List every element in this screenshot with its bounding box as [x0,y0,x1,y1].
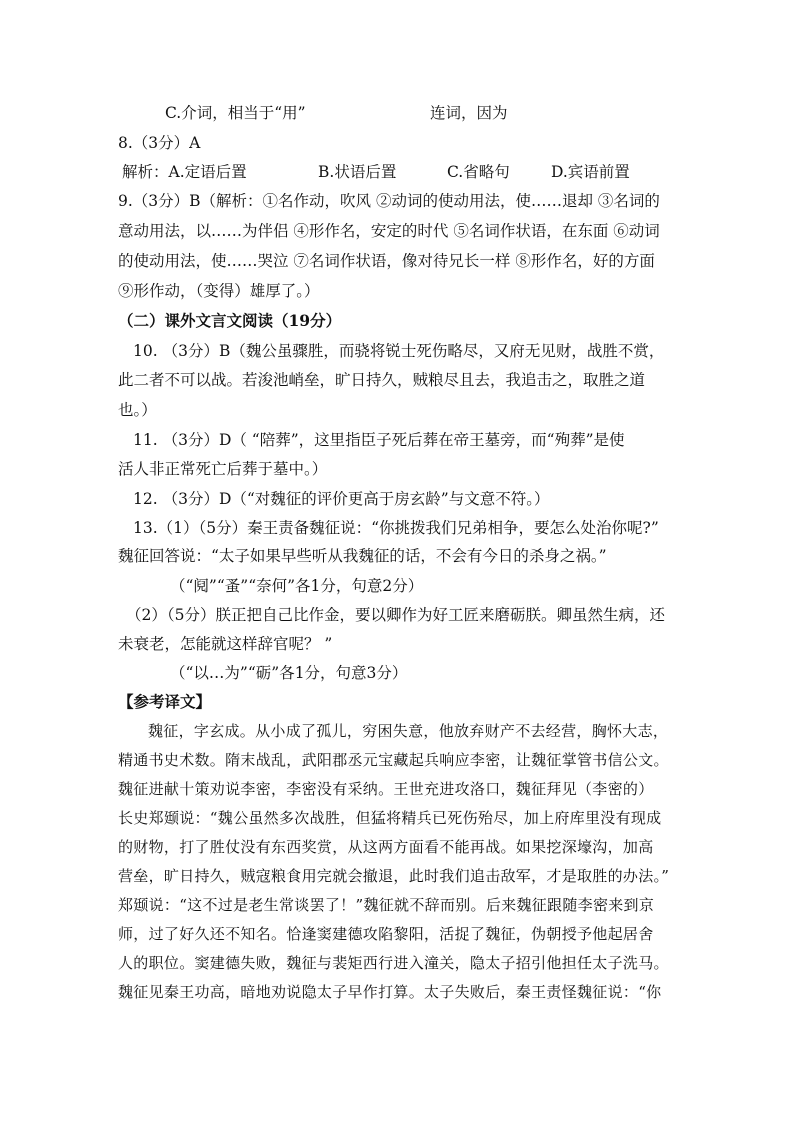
q13-part1-line-1: 13.（1）（5分）秦王责备魏征说：“你挑拨我们兄弟相争，要怎么处治你呢?” [133,519,659,537]
q13-part2-line-2: 未衰老，怎能就这样辞官呢？ ” [118,635,333,653]
q9-line-4: ⑨形作动，（变得）雄厚了。） [118,282,320,300]
reference-line-2: 精通书史术数。隋末战乱，武阳郡丞元宝藏起兵响应李密，让魏征掌管书信公文。 [118,751,669,769]
q10-line-3: 也。） [118,401,157,419]
q7-option-c [165,103,306,123]
q10-line-2: 此二者不可以战。若浚池峭垒，旷日持久，贼粮尽且去，我追击之，取胜之道 [118,371,646,389]
q13-part1-line-2: 魏征回答说：“太子如果早些听从我魏征的话，不会有今日的杀身之祸。” [118,547,607,565]
q9-line-2: 意动用法，以……为伴侣 ④形作名，安定的时代 ⑤名词作状语，在东面 ⑥动词 [118,222,660,240]
reference-line-7: 郑颋说：“这不过是老生常谈罢了！”魏征就不辞而别。后来魏征跟随李密来到京 [118,896,655,914]
q8-answer: 8.（3分）A [118,134,201,152]
q11-line-1: 11. （3分）D（ “陪葬”，这里指臣子死后葬在帝王墓旁，而“殉葬”是使 [133,431,625,449]
q13-part1-scoring: （“阋”“蚤”“奈何”各1分，句意2分） [170,577,424,595]
q8-option-a: A.定语后置 [168,163,247,181]
q8-analysis [122,162,247,182]
reference-line-10: 魏征见秦王功高，暗地劝说隐太子早作打算。太子失败后，秦王责怪魏征说：“你 [118,983,662,1001]
q13-part2-scoring: （“以…为”“砺”各1分，句意3分） [170,664,408,682]
q8-analysis-label: 解析： [122,163,169,181]
reference-line-8: 师，过了好久还不知名。恰逢窦建德攻陷黎阳，活捉了魏征，伪朝授予他起居舍 [118,925,654,943]
reference-line-3: 魏征进献十策劝说李密，李密没有采纳。王世充进攻洛口，魏征拜见（李密的） [118,780,654,798]
q8-option-b: B.状语后置 [318,163,397,181]
q8-option-c: C.省略句 [447,163,510,181]
q12-line: 12. （3分）D（“对魏征的评价更高于房玄龄”与文意不符。） [133,490,550,508]
reference-heading: 【参考译文】 [118,692,212,711]
reference-line-4: 长史郑颋说：“魏公虽然多次战胜，但猛将精兵已死伤殆尽，加上府库里没有现成 [118,809,662,827]
q7-option-c-left: C.介词，相当于“用” [165,104,306,122]
q9-line-1: 9.（3分）B（解析：①名作动，吹风 ②动词的使动用法，使……退却 ③名词的 [118,192,660,210]
reference-line-9: 人的职位。窦建德失败，魏征与裴矩西行进入潼关，隐太子招引他担任太子洗马。 [118,954,669,972]
reference-line-1: 魏征，字玄成。从小成了孤儿，穷困失意，他放弃财产不去经营，胸怀大志， [148,722,669,740]
reference-line-5: 的财物，打了胜仗没有东西奖赏，从这两方面看不能再战。如果挖深壕沟，加高 [118,838,654,856]
q8-option-d: D.宾语前置 [551,163,630,181]
q10-line-1: 10. （3分）B（魏公虽骤胜，而骁将锐士死伤略尽，又府无见财，战胜不赏， [133,342,665,360]
q7-option-c-right: 连词，因为 [430,104,508,122]
q9-line-3: 的使动用法，使……哭泣 ⑦名词作状语，像对待兄长一样 ⑧形作名，好的方面 [118,252,655,270]
q11-line-2: 活人非正常死亡后葬于墓中。） [118,460,328,478]
q13-part2-line-1: （2）（5分）朕正把自己比作金，要以卿作为好工匠来磨砺朕。卿虽然生病，还 [126,606,665,624]
reference-line-6: 营垒，旷日持久，贼寇粮食用完就会撤退，此时我们追击敌军，才是取胜的办法。” [118,867,670,885]
section-2-heading: （二）课外文言文阅读（19分） [118,311,342,330]
